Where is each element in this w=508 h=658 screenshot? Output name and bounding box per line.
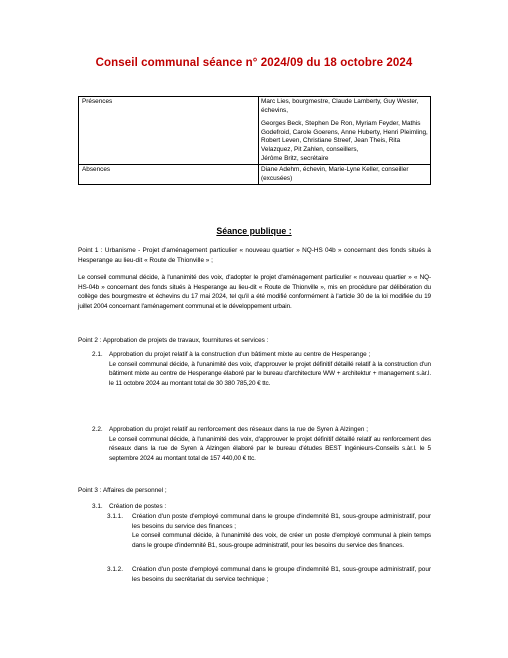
point1-decision: Le conseil communal décide, à l'unanimité des voix, d'adopter le projet d'aménagement particulier « nouveau quartier » « NQ-HS-04b » concernant des fonds situés à Hesperange au lieu-dit « Route de Thionville », mis en procédure par délibération du collège des bourgmestre et échevins du 17 mai 2024, tel qu'il a été modifié conformément à l'article 30 de la loi modifiée du 19 juillet 2004 concernant l'aménagement communal et le développement urbain. bbox=[78, 274, 431, 310]
point2-heading: Point 2 : Approbation de projets de travaux, fournitures et services : bbox=[78, 337, 269, 344]
point3-sub-title: Création de postes : bbox=[109, 503, 167, 510]
presences-secretary: Jérôme Britz, secrétaire bbox=[261, 154, 329, 162]
presences-cell bbox=[259, 97, 431, 165]
point2-item-1-title: Approbation du projet relatif à la construction d'un bâtiment mixte au centre de Hesperange ; bbox=[109, 351, 371, 358]
point3-heading: Point 3 : Affaires de personnel ; bbox=[78, 487, 167, 494]
point2-item-2-decision: Le conseil communal décide, à l'unanimité des voix, d'approuver le projet définitif détaillé relatif au renforcement des réseaux dans la rue de Syren à Alzingen élaboré par le bureau d'études BEST Ingénieurs-Conseils s.àr.l. le 5 septembre 2024 au montant total de 157 440,00 € ttc. bbox=[109, 435, 431, 462]
presences-executive: Marc Lies, bourgmestre, Claude Lamberty, Guy Wester, échevins, bbox=[261, 98, 419, 114]
point3-sub-number: 3.1. bbox=[92, 503, 103, 510]
attendance-table bbox=[78, 96, 431, 185]
point2-item-2 bbox=[92, 425, 431, 463]
point2-item-1-number: 2.1. bbox=[92, 351, 103, 358]
point3-item-2-number: 3.1.2. bbox=[107, 566, 123, 573]
point3-item-2 bbox=[107, 565, 431, 584]
point3-item-1-number: 3.1.1. bbox=[107, 513, 123, 520]
point3-item-1-title: Création d'un poste d'employé communal dans le groupe d'indemnité B1, sous-groupe administratif, pour les besoins du service des finances ; bbox=[132, 513, 431, 530]
presences-row bbox=[79, 97, 431, 165]
absences-row bbox=[79, 165, 431, 185]
point3-item-1-decision: Le conseil communal décide, à l'unanimité des voix, de créer un poste d'employé communal à plein temps dans le groupe d'indemnité B1, sous-groupe administratif, pour les besoins du service des finances. bbox=[132, 532, 431, 549]
point3-sub bbox=[92, 502, 431, 512]
document-title: Conseil communal séance n° 2024/09 du 18 octobre 2024 bbox=[95, 57, 413, 69]
point1-heading: Point 1 : Urbanisme - Projet d'aménagement particulier « nouveau quartier » NQ-HS 04b » concernant des fonds situés à Hesperange au lieu-dit « Route de Thionville » ; bbox=[78, 247, 431, 264]
point3-item-1 bbox=[107, 512, 431, 550]
presences-label: Présences bbox=[79, 97, 259, 165]
point2-item-2-number: 2.2. bbox=[92, 426, 103, 433]
absences-cell: Diane Adehm, échevin, Marie-Lyne Keller, conseiller (excusées) bbox=[259, 165, 431, 185]
point2-item-1-decision: Le conseil communal décide, à l'unanimité des voix, d'approuver le projet définitif détaillé relatif à la construction d'un bâtiment mixte au centre de Hesperange élaboré par le bureau d'architecture WW + architektur + management s.àr.l. le 11 octobre 2024 au montant total de 30 380 785,20 € ttc. bbox=[109, 360, 431, 387]
point2-item-2-title: Approbation du projet relatif au renforcement des réseaux dans la rue de Syren à Alzingen ; bbox=[109, 426, 368, 433]
absences-label: Absences bbox=[79, 165, 259, 185]
presences-councillors: Georges Beck, Stephen De Ron, Myriam Feyder, Mathis Godefroid, Carole Goerens, Anne Huberty, Henri Pleimling, Robert Leven, Christiane Streef, Jean Theis, Rita Velazquez, Pit Zahlen, conseillers, bbox=[261, 120, 428, 153]
point3-item-2-title: Création d'un poste d'employé communal dans le groupe d'indemnité B1, sous-groupe administratif, pour les besoins du secrétariat du service technique ; bbox=[132, 566, 431, 583]
point2-item-1 bbox=[92, 350, 431, 388]
section-title: Séance publique : bbox=[216, 226, 292, 236]
